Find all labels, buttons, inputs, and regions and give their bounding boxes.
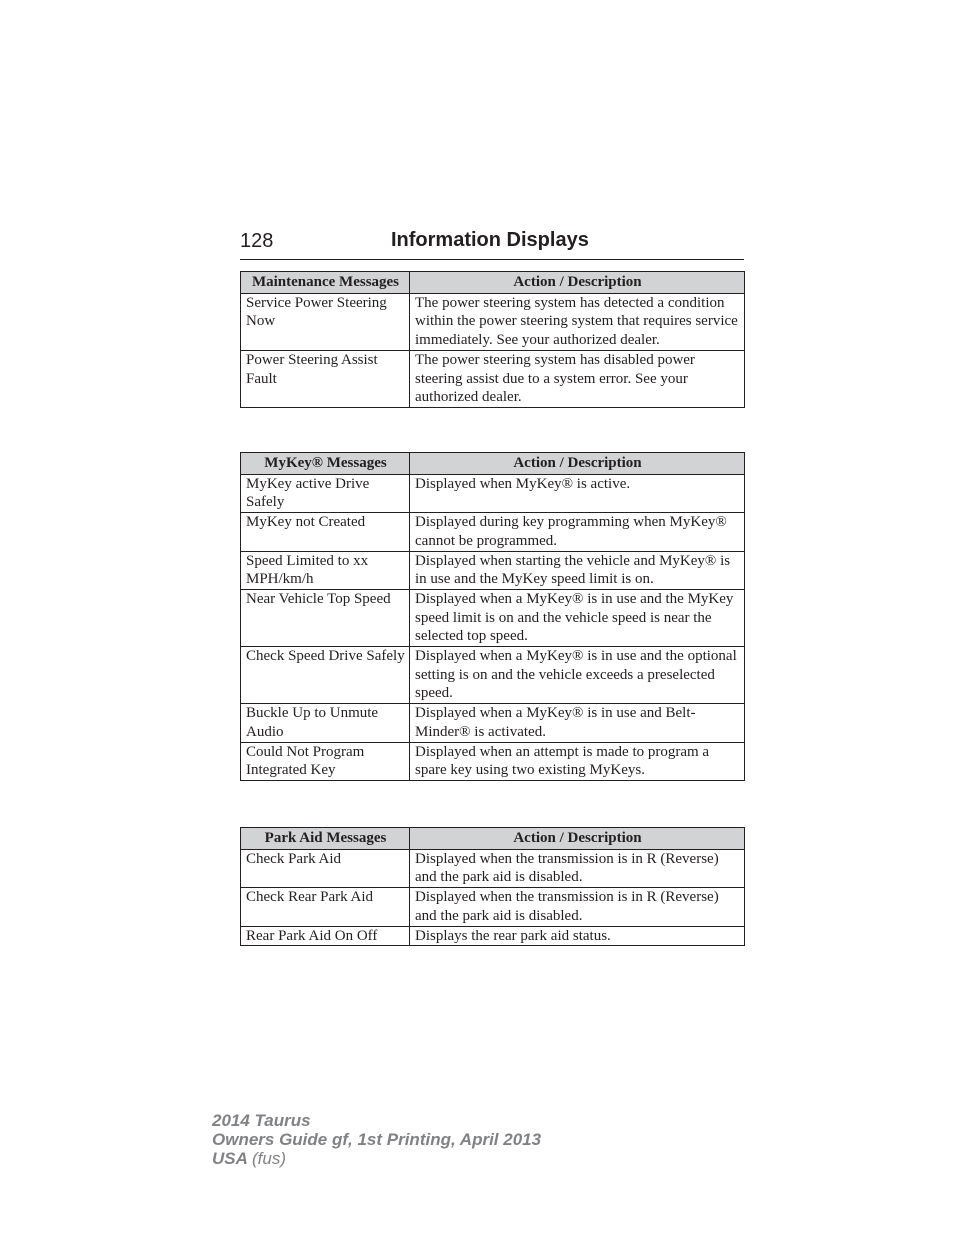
column-header-messages: Park Aid Messages <box>241 828 410 850</box>
table-row <box>241 589 745 646</box>
table-row <box>241 474 745 512</box>
message-cell: MyKey active Drive Safely <box>241 474 410 512</box>
table-row <box>241 293 745 350</box>
message-cell: Check Rear Park Aid <box>241 888 410 926</box>
column-header-action: Action / Description <box>410 453 745 475</box>
description-cell: The power steering system has detected a condition within the power steering system that requires service immediately. See your authorized dealer. <box>410 293 745 350</box>
maintenance-messages-table <box>240 271 745 408</box>
table-header-row <box>241 272 745 294</box>
table-header-row <box>241 453 745 475</box>
column-header-messages: Maintenance Messages <box>241 272 410 294</box>
description-cell: The power steering system has disabled power steering assist due to a system error. See your authorized dealer. <box>410 350 745 407</box>
message-cell: Buckle Up to Unmute Audio <box>241 704 410 742</box>
message-cell: Power Steering Assist Fault <box>241 350 410 407</box>
table-row <box>241 849 745 887</box>
table-row <box>241 647 745 704</box>
table-header-row <box>241 828 745 850</box>
description-cell: Displayed when an attempt is made to program a spare key using two existing MyKeys. <box>410 742 745 780</box>
description-cell: Displayed when a MyKey® is in use and the optional setting is on and the vehicle exceeds a preselected speed. <box>410 647 745 704</box>
message-cell: Could Not Program Integrated Key <box>241 742 410 780</box>
footer-model: 2014 Taurus <box>212 1111 311 1130</box>
description-cell: Displayed when the transmission is in R (Reverse) and the park aid is disabled. <box>410 849 745 887</box>
table-row <box>241 926 745 946</box>
column-header-messages: MyKey® Messages <box>241 453 410 475</box>
table-row <box>241 513 745 551</box>
message-cell: MyKey not Created <box>241 513 410 551</box>
table-row <box>241 742 745 780</box>
description-cell: Displayed when starting the vehicle and MyKey® is in use and the MyKey speed limit is on. <box>410 551 745 589</box>
description-cell: Displayed when the transmission is in R (Reverse) and the park aid is disabled. <box>410 888 745 926</box>
description-cell: Displayed during key programming when MyKey® cannot be programmed. <box>410 513 745 551</box>
footer-edition: Owners Guide gf, 1st Printing, April 2013 <box>212 1130 542 1149</box>
message-cell: Speed Limited to xx MPH/km/h <box>241 551 410 589</box>
description-cell: Displayed when a MyKey® is in use and the MyKey speed limit is on and the vehicle speed is near the selected top speed. <box>410 589 745 646</box>
park-aid-messages-table <box>240 827 745 946</box>
mykey-messages-table <box>240 452 745 781</box>
table-row <box>241 704 745 742</box>
message-cell: Near Vehicle Top Speed <box>241 589 410 646</box>
message-cell: Service Power Steering Now <box>241 293 410 350</box>
footer-market <box>212 1149 541 1168</box>
page-number: 128 <box>240 230 274 252</box>
message-cell: Check Speed Drive Safely <box>241 647 410 704</box>
page-footer <box>212 1111 541 1168</box>
page-header <box>240 228 744 260</box>
description-cell: Displayed when a MyKey® is in use and Belt-Minder® is activated. <box>410 704 745 742</box>
description-cell: Displayed when MyKey® is active. <box>410 474 745 512</box>
table-row <box>241 350 745 407</box>
column-header-action: Action / Description <box>410 828 745 850</box>
footer-market-code: (fus) <box>252 1149 286 1168</box>
description-cell: Displays the rear park aid status. <box>410 926 745 946</box>
message-cell: Check Park Aid <box>241 849 410 887</box>
table-row <box>241 551 745 589</box>
table-row <box>241 888 745 926</box>
message-cell: Rear Park Aid On Off <box>241 926 410 946</box>
footer-market-name: USA <box>212 1149 248 1168</box>
section-title: Information Displays <box>391 229 589 251</box>
column-header-action: Action / Description <box>410 272 745 294</box>
